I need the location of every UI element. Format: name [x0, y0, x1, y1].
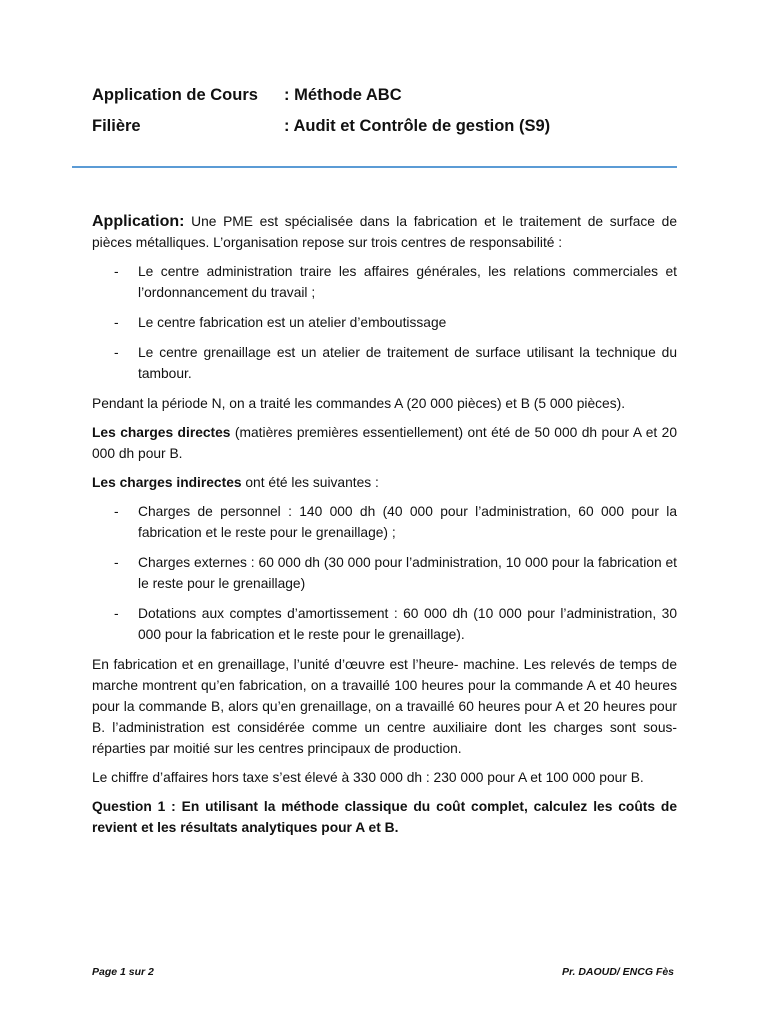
intro-text: Une PME est spécialisée dans la fabrication et le traitement de surface de pièces métalliques. L’organisation repose sur trois centres de responsabilité :: [92, 214, 677, 250]
periode-paragraph: Pendant la période N, on a traité les commandes A (20 000 pièces) et B (5 000 pièces).: [92, 396, 626, 411]
dotations-amortissement: Dotations aux comptes d’amortissement : 60 000 dh (10 000 pour l’administration, 30 000 pour la fabrication et le reste pour le grenaillage).: [138, 606, 677, 642]
course-label: Application de Cours: [92, 86, 258, 104]
list-item: - Charges de personnel : 140 000 dh (40 000 pour l’administration, 60 000 pour la fabrication et le reste pour le grenaillage) ;: [114, 504, 677, 540]
charges-personnel: Charges de personnel : 140 000 dh (40 000 pour l’administration, 60 000 pour la fabrication et le reste pour le grenaillage) ;: [138, 504, 677, 540]
question-1: Question 1 : En utilisant la méthode classique du coût complet, calculez les coûts de revient et les résultats analytiques pour A et B.: [92, 799, 677, 835]
field-value: : Audit et Contrôle de gestion (S9): [284, 117, 551, 135]
centre-grenaillage: Le centre grenaillage est un atelier de traitement de surface utilisant la technique du tambour.: [138, 345, 677, 381]
chiffre-affaires-paragraph: Le chiffre d’affaires hors taxe s’est élevé à 330 000 dh : 230 000 pour A et 100 000 pour B.: [92, 770, 644, 785]
centre-fabrication: Le centre fabrication est un atelier d’emboutissage: [138, 315, 447, 330]
list-item: - Charges externes : 60 000 dh (30 000 pour l’administration, 10 000 pour la fabrication et le reste pour le grenaillage): [114, 555, 677, 591]
charges-directes-paragraph: [92, 422, 677, 464]
list-item: - Le centre grenaillage est un atelier de traitement de surface utilisant la technique du tambour.: [114, 345, 677, 381]
charges-externes: Charges externes : 60 000 dh (30 000 pour l’administration, 10 000 pour la fabrication et le reste pour le grenaillage): [138, 555, 677, 591]
charges-indirectes-label: Les charges indirectes: [92, 475, 242, 490]
intro-paragraph: [92, 211, 677, 253]
charges-list: [92, 501, 677, 645]
page-number: Page 1 sur 2: [92, 966, 154, 978]
list-item: - Dotations aux comptes d’amortissement : 60 000 dh (10 000 pour l’administration, 30 000 pour la fabrication et le reste pour le grenaillage).: [114, 606, 677, 642]
charges-indirectes-paragraph: [92, 472, 677, 493]
charges-indirectes-text: ont été les suivantes :: [241, 475, 379, 490]
footer-author: Pr. DAOUD/ ENCG Fès: [561, 966, 674, 978]
list-item: - Le centre fabrication est un atelier d’emboutissage: [114, 315, 447, 330]
header-divider: [72, 166, 677, 168]
charges-directes-text: (matières premières essentiellement) ont été de 50 000 dh pour A et 20 000 dh pour B.: [92, 425, 677, 461]
charges-directes-label: Les charges directes: [92, 425, 231, 440]
unite-oeuvre-paragraph: En fabrication et en grenaillage, l’unité d’œuvre est l’heure- machine. Les relevés de temps de marche montrent qu’en fabrication, on a travaillé 100 heures pour la commande A et 40 heures pour la commande B, alors qu’en grenaillage, on a travaillé 60 heures pour A et 20 heures pour B. l’administration est considérée comme un centre auxiliaire dont les charges sont sous-réparties par moitié sur les centres principaux de production.: [92, 657, 677, 756]
centres-list: [92, 261, 677, 384]
centre-administration: Le centre administration traire les affaires générales, les relations commerciales et l’ordonnancement du travail ;: [138, 264, 677, 300]
field-label: Filière: [92, 117, 141, 135]
course-value: : Méthode ABC: [284, 86, 402, 104]
list-item: - Le centre administration traire les affaires générales, les relations commerciales et l’ordonnancement du travail ;: [114, 264, 677, 300]
application-title: Application:: [92, 213, 185, 230]
document-body: [92, 211, 677, 846]
